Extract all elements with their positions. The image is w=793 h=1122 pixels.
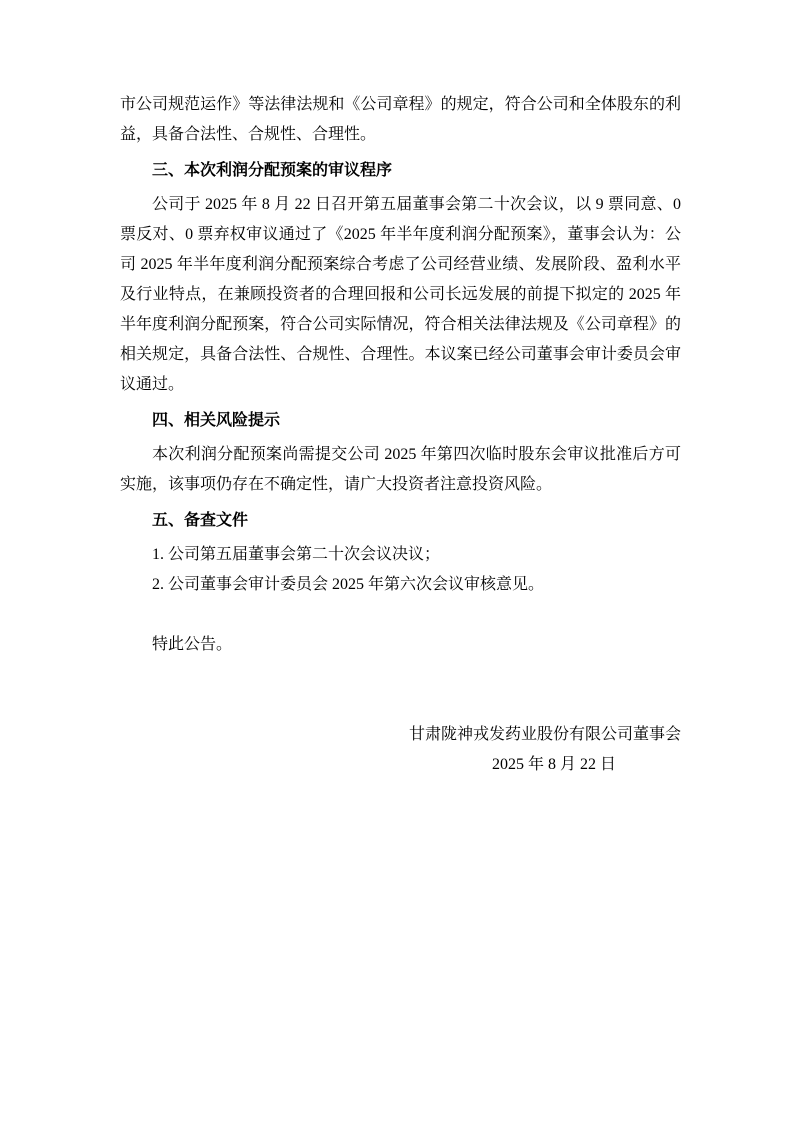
paragraph-continuation: 市公司规范运作》等法律法规和《公司章程》的规定，符合公司和全体股东的利益，具备合法性、合规性、合理性。 [120, 96, 681, 143]
closing-statement: 特此公告。 [152, 636, 233, 653]
signature-company-name: 甘肃陇神戎发药业股份有限公司董事会 [408, 726, 681, 743]
paragraph-section-3-body: 公司于 2025 年 8 月 22 日召开第五届董事会第二十次会议，以 9 票同意、0 票反对、0 票弃权审议通过了《2025 年半年度利润分配预案》，董事会认为：公司 2025 年半年度利润分配预案综合考虑了公司经营业绩、发展阶段、盈利水平及行业特点，在兼顾投资者的合理回报和公司长远发展的前提下拟定的 2025 年半年度利润分配预案，符合公司实际情况，符合相关法律法规及《公司章程》的相关规定，具备合法性、合规性、合理性。本议案已经公司董事会审计委员会审议通过。 [120, 196, 681, 393]
list-item-1: 1. 公司第五届董事会第二十次会议决议； [152, 546, 441, 563]
document-content [120, 90, 681, 780]
heading-section-3-review-procedure: 三、本次利润分配预案的审议程序 [152, 162, 393, 179]
paragraph-section-4-body: 本次利润分配预案尚需提交公司 2025 年第四次临时股东会审议批准后方可实施，该事项仍存在不确定性，请广大投资者注意投资风险。 [120, 446, 681, 493]
heading-section-4-risk-notice: 四、相关风险提示 [152, 412, 281, 429]
signature-block [120, 720, 681, 780]
list-item-2: 2. 公司董事会审计委员会 2025 年第六次会议审核意见。 [152, 576, 545, 593]
heading-section-5-reference-documents: 五、备查文件 [152, 512, 249, 529]
signature-date: 2025 年 8 月 22 日 [491, 756, 616, 773]
